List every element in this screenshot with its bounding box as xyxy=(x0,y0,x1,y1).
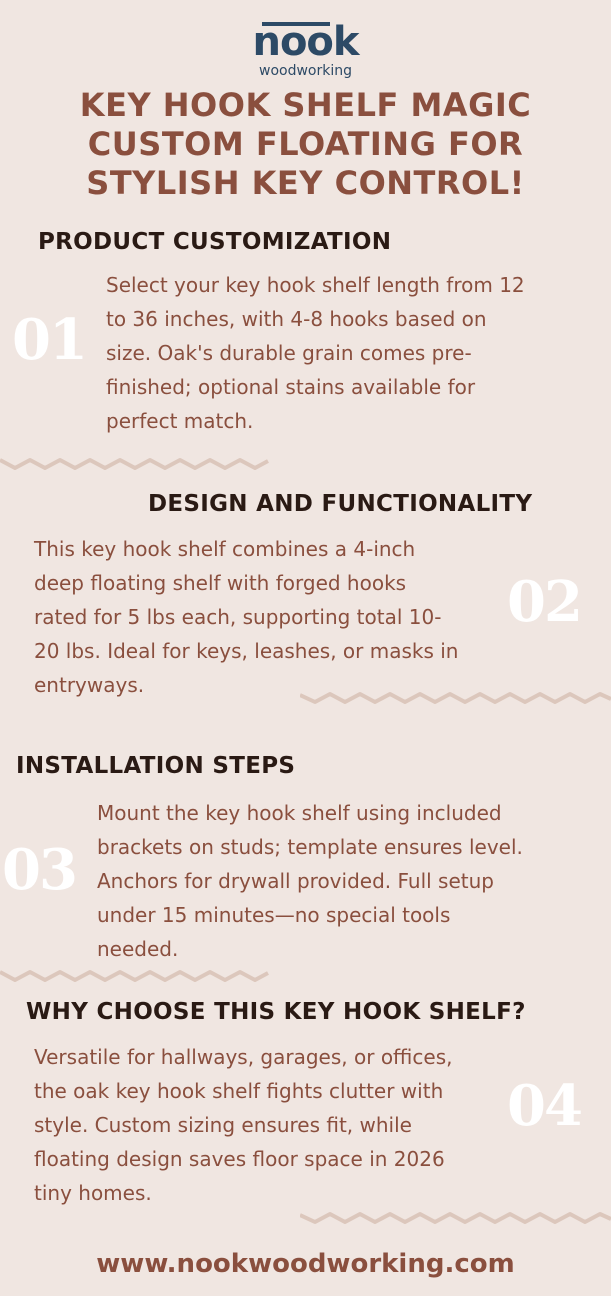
section-3-line: Mount the key hook shelf using included xyxy=(97,801,502,825)
section-4-number: 04 xyxy=(507,1073,581,1139)
section-3-text xyxy=(97,796,547,966)
section-3-line: brackets on studs; template ensures level. xyxy=(97,835,523,859)
section-4-heading: WHY CHOOSE THIS KEY HOOK SHELF? xyxy=(26,999,526,1025)
section-3-line: Anchors for drywall provided. Full setup xyxy=(97,869,494,893)
section-1-text xyxy=(106,268,556,438)
zigzag-divider xyxy=(300,1206,611,1226)
section-1-line: Select your key hook shelf length from 12 xyxy=(106,273,525,297)
zigzag-divider xyxy=(0,964,270,984)
zigzag-divider xyxy=(0,452,270,472)
section-1-heading: PRODUCT CUSTOMIZATION xyxy=(38,229,392,255)
section-1-line: finished; optional stains available for xyxy=(106,375,476,399)
section-4-line: tiny homes. xyxy=(34,1181,152,1205)
title-line-3: STYLISH KEY CONTROL! xyxy=(86,164,525,202)
page-title xyxy=(0,86,611,203)
section-1-line: to 36 inches, with 4-8 hooks based on xyxy=(106,307,487,331)
title-line-2: CUSTOM FLOATING FOR xyxy=(87,125,524,163)
section-3-heading: INSTALLATION STEPS xyxy=(16,753,296,779)
section-2-number: 02 xyxy=(507,569,581,635)
section-1-line: size. Oak's durable grain comes pre- xyxy=(106,341,472,365)
section-2-line: entryways. xyxy=(34,673,145,697)
brand-sub: woodworking xyxy=(259,63,352,79)
brand-name: nook xyxy=(252,19,359,65)
zigzag-divider xyxy=(300,686,611,706)
section-4-line: Versatile for hallways, garages, or offices, xyxy=(34,1045,453,1069)
section-2-line: deep floating shelf with forged hooks xyxy=(34,571,407,595)
section-2-heading: DESIGN AND FUNCTIONALITY xyxy=(148,491,533,517)
section-2-line: rated for 5 lbs each, supporting total 10- xyxy=(34,605,442,629)
section-3-number: 03 xyxy=(2,837,76,903)
section-4-line: floating design saves floor space in 2026 xyxy=(34,1147,445,1171)
brand-logo xyxy=(0,20,611,82)
section-4-line: the oak key hook shelf fights clutter with xyxy=(34,1079,444,1103)
section-2-line: 20 lbs. Ideal for keys, leashes, or masks in xyxy=(34,639,459,663)
footer-url[interactable]: www.nookwoodworking.com xyxy=(96,1249,515,1279)
title-line-1: KEY HOOK SHELF MAGIC xyxy=(79,86,532,124)
section-1-line: perfect match. xyxy=(106,409,254,433)
section-4-text xyxy=(34,1040,484,1210)
section-3-line: needed. xyxy=(97,937,179,961)
section-3-line: under 15 minutes—no special tools xyxy=(97,903,451,927)
section-2-text xyxy=(34,532,484,702)
section-2-line: This key hook shelf combines a 4-inch xyxy=(34,537,416,561)
section-1-number: 01 xyxy=(12,307,86,373)
section-4-line: style. Custom sizing ensures fit, while xyxy=(34,1113,412,1137)
